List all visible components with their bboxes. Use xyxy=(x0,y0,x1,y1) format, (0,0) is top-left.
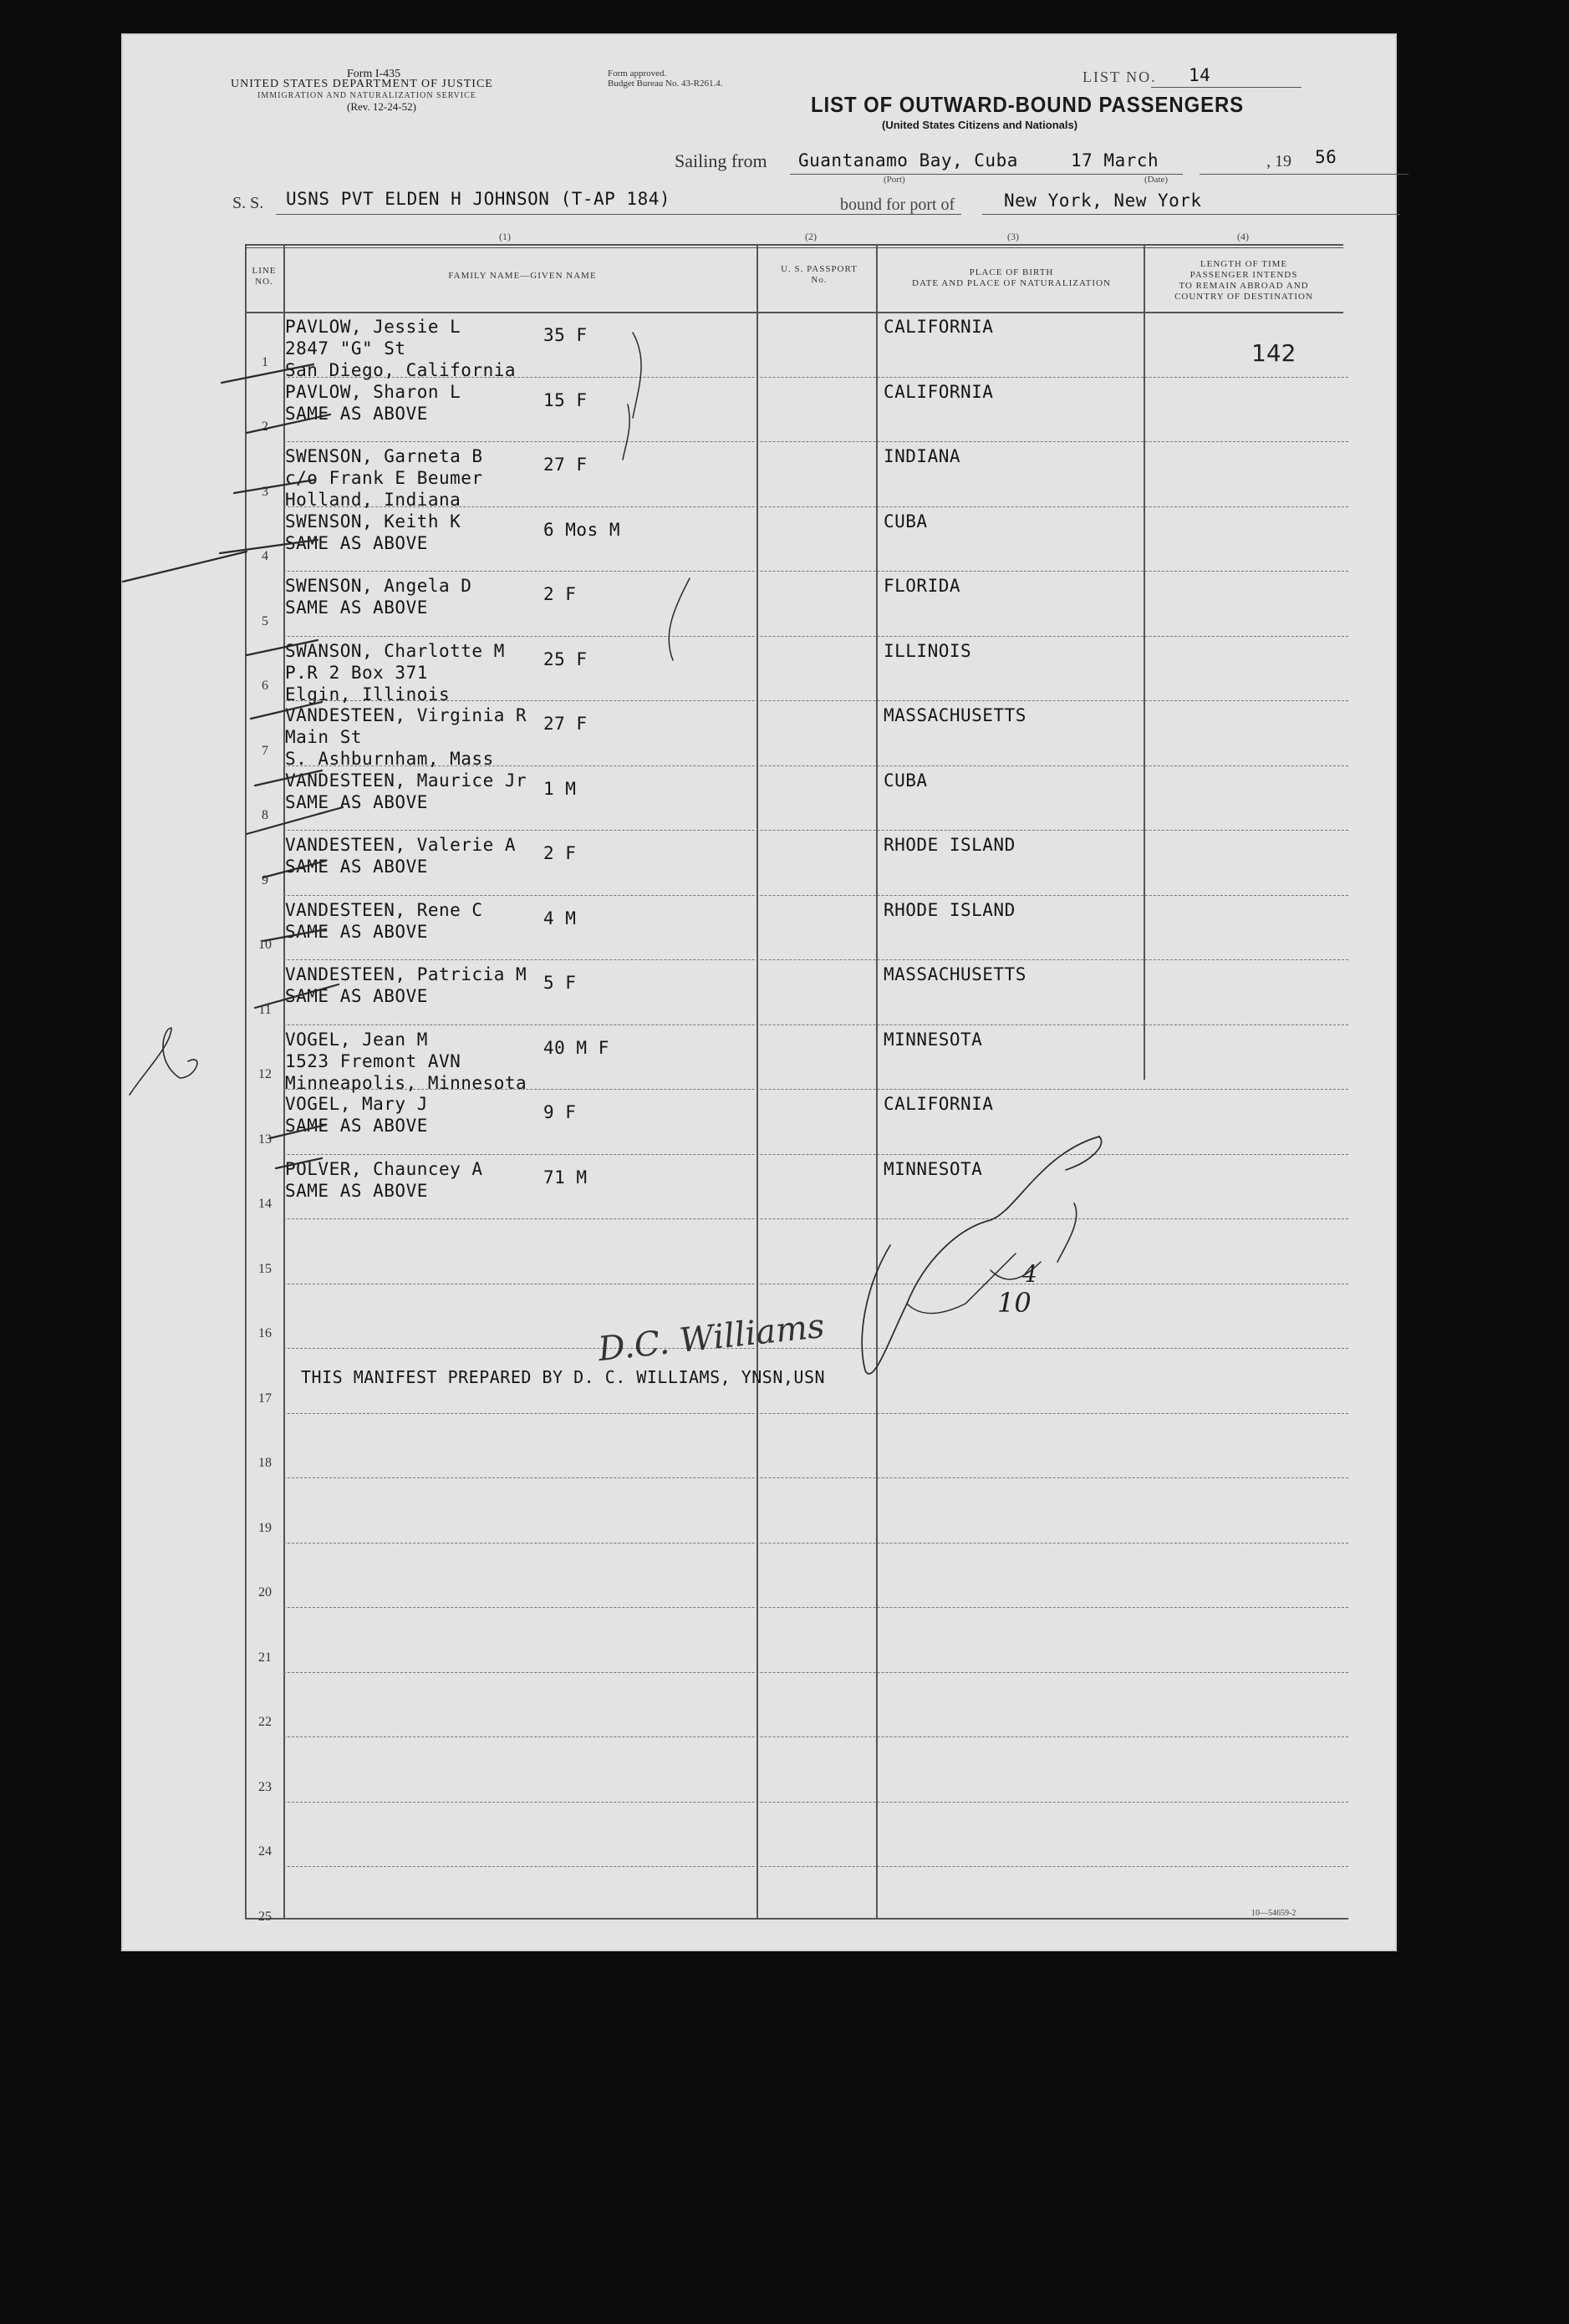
passenger-name: POLVER, Chauncey A xyxy=(285,1158,483,1179)
passenger-age-sex: 25 F xyxy=(543,648,588,669)
passenger-name: SWENSON, Garneta B xyxy=(285,446,483,466)
passenger-age-sex: 27 F xyxy=(543,714,588,734)
passenger-address-1: SAME AS ABOVE xyxy=(285,598,428,618)
passenger-address-1: SAME AS ABOVE xyxy=(285,403,428,424)
line-number: 5 xyxy=(262,613,268,628)
line-number: 17 xyxy=(258,1391,272,1406)
column-number-1: (1) xyxy=(499,231,511,242)
passenger-birthplace: ILLINOIS xyxy=(884,640,972,661)
line-number: 2 xyxy=(262,420,268,434)
passenger-birthplace: MINNESOTA xyxy=(884,1158,983,1179)
line-number: 8 xyxy=(262,808,268,822)
passenger-birthplace: MASSACHUSETTS xyxy=(884,705,1026,725)
handwritten-marks xyxy=(121,33,1397,1951)
count-number: 142 xyxy=(1251,339,1296,367)
agency-line-2: IMMIGRATION AND NATURALIZATION SERVICE xyxy=(257,91,476,100)
date-caption: (Date) xyxy=(1144,175,1169,185)
form-number: Form I-435 xyxy=(347,68,401,80)
line-number: 25 xyxy=(258,1909,272,1924)
passenger-age-sex: 1 M xyxy=(543,778,577,799)
passenger-age-sex: 71 M xyxy=(543,1167,588,1187)
passenger-age-sex: 9 F xyxy=(543,1102,577,1122)
preparer-signature: D.C. Williams xyxy=(596,1306,827,1370)
line-number: 4 xyxy=(262,549,268,563)
prepared-by-statement: THIS MANIFEST PREPARED BY D. C. WILLIAMS, YNSN,USN xyxy=(301,1367,826,1387)
column-header-birth: PLACE OF BIRTH xyxy=(969,267,1054,277)
form-approved: Form approved. xyxy=(608,69,667,79)
line-number: 21 xyxy=(258,1650,272,1665)
passenger-address-1: Main St xyxy=(285,727,363,747)
passenger-address-1: SAME AS ABOVE xyxy=(285,791,428,812)
passenger-birthplace: RHODE ISLAND xyxy=(884,835,1016,855)
passenger-age-sex: 27 F xyxy=(543,455,588,475)
column-number-4: (4) xyxy=(1237,231,1249,242)
passenger-address-2: Holland, Indiana xyxy=(285,490,461,510)
passenger-address-2: Minneapolis, Minnesota xyxy=(285,1072,527,1093)
ss-label: S. S. xyxy=(232,194,264,212)
bound-for-label: bound for port of xyxy=(840,196,955,214)
check-mark xyxy=(234,480,315,493)
line-number: 7 xyxy=(262,743,268,758)
passenger-name: VOGEL, Mary J xyxy=(285,1094,428,1114)
column-header-line-no: LINE NO. xyxy=(252,266,277,287)
column-header-passport: U. S. PASSPORT xyxy=(781,264,858,274)
passenger-birthplace: CUBA xyxy=(884,770,928,791)
passenger-name: VANDESTEEN, Rene C xyxy=(285,899,483,920)
line-number: 24 xyxy=(258,1844,272,1859)
line-number: 11 xyxy=(258,1002,272,1017)
passenger-address-1: P.R 2 Box 371 xyxy=(285,662,428,683)
check-mark xyxy=(255,984,339,1008)
line-number: 23 xyxy=(258,1779,272,1794)
passenger-address-1: SAME AS ABOVE xyxy=(285,532,428,553)
officer-note-4: 4 xyxy=(1022,1260,1037,1288)
check-mark xyxy=(220,540,318,553)
passenger-address-1: SAME AS ABOVE xyxy=(285,857,428,877)
column-number-3: (3) xyxy=(1007,231,1019,242)
footer-code: 10—54659-2 xyxy=(1251,1909,1296,1918)
line-number: 22 xyxy=(258,1715,272,1729)
passenger-birthplace: RHODE ISLAND xyxy=(884,899,1016,920)
check-mark xyxy=(263,929,326,941)
line-number: 3 xyxy=(262,484,268,499)
check-mark xyxy=(247,640,318,655)
list-no-label: LIST NO. xyxy=(1083,69,1157,85)
passenger-address-1: SAME AS ABOVE xyxy=(285,986,428,1006)
line-number: 19 xyxy=(258,1520,272,1535)
column-header-naturalization: DATE AND PLACE OF NATURALIZATION xyxy=(912,278,1111,288)
column-header-length-1: LENGTH OF TIME xyxy=(1200,259,1288,269)
officer-note-10: 10 xyxy=(997,1287,1032,1319)
line-number: 6 xyxy=(262,679,268,693)
passenger-age-sex: 6 Mos M xyxy=(543,519,621,540)
line-number: 10 xyxy=(258,938,272,952)
bound-port: New York, New York xyxy=(1004,191,1202,211)
passenger-name: VANDESTEEN, Maurice Jr xyxy=(285,770,527,791)
check-mark xyxy=(263,861,326,877)
column-header-passport-no: No. xyxy=(811,275,828,285)
column-number-2: (2) xyxy=(805,231,817,242)
year-prefix: , 19 xyxy=(1266,152,1291,170)
sailing-port: Guantanamo Bay, Cuba xyxy=(798,150,1018,170)
passenger-birthplace: CALIFORNIA xyxy=(884,1094,994,1114)
passenger-address-2: San Diego, California xyxy=(285,360,517,380)
page-title: LIST OF OUTWARD-BOUND PASSENGERS xyxy=(811,92,1245,117)
check-mark xyxy=(123,552,247,582)
passenger-name: VOGEL, Jean M xyxy=(285,1029,428,1050)
check-mark xyxy=(276,1158,322,1168)
passenger-name: VANDESTEEN, Patricia M xyxy=(285,964,527,984)
passenger-address-1: 1523 Fremont AVN xyxy=(285,1050,461,1071)
passenger-age-sex: 40 M F xyxy=(543,1037,609,1058)
passenger-age-sex: 15 F xyxy=(543,389,588,410)
page-subtitle: (United States Citizens and Nationals) xyxy=(882,119,1078,131)
passenger-address-2: Elgin, Illinois xyxy=(285,684,451,704)
passenger-name: PAVLOW, Sharon L xyxy=(285,381,461,402)
line-number: 16 xyxy=(258,1326,272,1340)
line-number: 1 xyxy=(262,354,268,369)
line-number: 18 xyxy=(258,1456,272,1470)
passenger-age-sex: 5 F xyxy=(543,973,577,993)
passenger-name: SWENSON, Angela D xyxy=(285,576,472,596)
passenger-name: PAVLOW, Jessie L xyxy=(285,317,461,337)
budget-bureau: Budget Bureau No. 43-R261.4. xyxy=(608,79,723,89)
check-mark xyxy=(247,414,330,433)
line-number: 20 xyxy=(258,1585,272,1599)
check-mark xyxy=(255,770,322,786)
line-number: 12 xyxy=(258,1067,272,1081)
port-caption: (Port) xyxy=(884,175,905,185)
passenger-address-1: SAME AS ABOVE xyxy=(285,1116,428,1136)
check-mark xyxy=(270,1125,326,1138)
passenger-name: SWANSON, Charlotte M xyxy=(285,640,505,661)
column-header-name: FAMILY NAME—GIVEN NAME xyxy=(448,271,597,281)
line-number: 14 xyxy=(258,1197,272,1211)
passenger-age-sex: 2 F xyxy=(543,843,577,863)
passenger-address-2: S. Ashburnham, Mass xyxy=(285,749,494,769)
passenger-birthplace: MASSACHUSETTS xyxy=(884,964,1026,984)
passenger-age-sex: 2 F xyxy=(543,584,577,604)
passenger-name: VANDESTEEN, Valerie A xyxy=(285,835,517,855)
line-number: 13 xyxy=(258,1131,272,1147)
sailing-date: 17 March xyxy=(1071,150,1159,170)
passenger-age-sex: 4 M xyxy=(543,908,577,928)
check-mark xyxy=(222,364,313,383)
column-header-length-4: COUNTRY OF DESTINATION xyxy=(1174,292,1313,302)
passenger-address-1: SAME AS ABOVE xyxy=(285,921,428,942)
form-revision: (Rev. 12-24-52) xyxy=(347,100,416,113)
agency-line-1: UNITED STATES DEPARTMENT OF JUSTICE xyxy=(231,78,493,90)
passenger-address-1: c/o Frank E Beumer xyxy=(285,468,483,488)
passenger-birthplace: CALIFORNIA xyxy=(884,317,994,337)
year-suffix: 56 xyxy=(1315,147,1337,167)
passenger-address-1: SAME AS ABOVE xyxy=(285,1180,428,1201)
ship-name: USNS PVT ELDEN H JOHNSON (T-AP 184) xyxy=(286,189,671,209)
passenger-birthplace: INDIANA xyxy=(884,446,961,466)
column-header-length-2: PASSENGER INTENDS xyxy=(1189,270,1298,280)
passenger-name: VANDESTEEN, Virginia R xyxy=(285,705,527,725)
passenger-birthplace: MINNESOTA xyxy=(884,1029,983,1050)
passenger-name: SWENSON, Keith K xyxy=(285,511,461,531)
list-no-value: 14 xyxy=(1189,65,1211,85)
passenger-birthplace: FLORIDA xyxy=(884,576,961,596)
line-number: 9 xyxy=(262,872,268,887)
manifest-sheet xyxy=(121,33,1397,1951)
check-mark xyxy=(247,807,343,834)
passenger-address-1: 2847 "G" St xyxy=(285,338,406,359)
column-header-length-3: TO REMAIN ABROAD AND xyxy=(1179,281,1309,291)
line-number: 15 xyxy=(258,1261,272,1276)
passenger-birthplace: CALIFORNIA xyxy=(884,381,994,402)
passenger-age-sex: 35 F xyxy=(543,325,588,345)
check-mark xyxy=(251,702,322,719)
passenger-birthplace: CUBA xyxy=(884,511,928,531)
sailing-from-label: Sailing from xyxy=(675,150,767,171)
